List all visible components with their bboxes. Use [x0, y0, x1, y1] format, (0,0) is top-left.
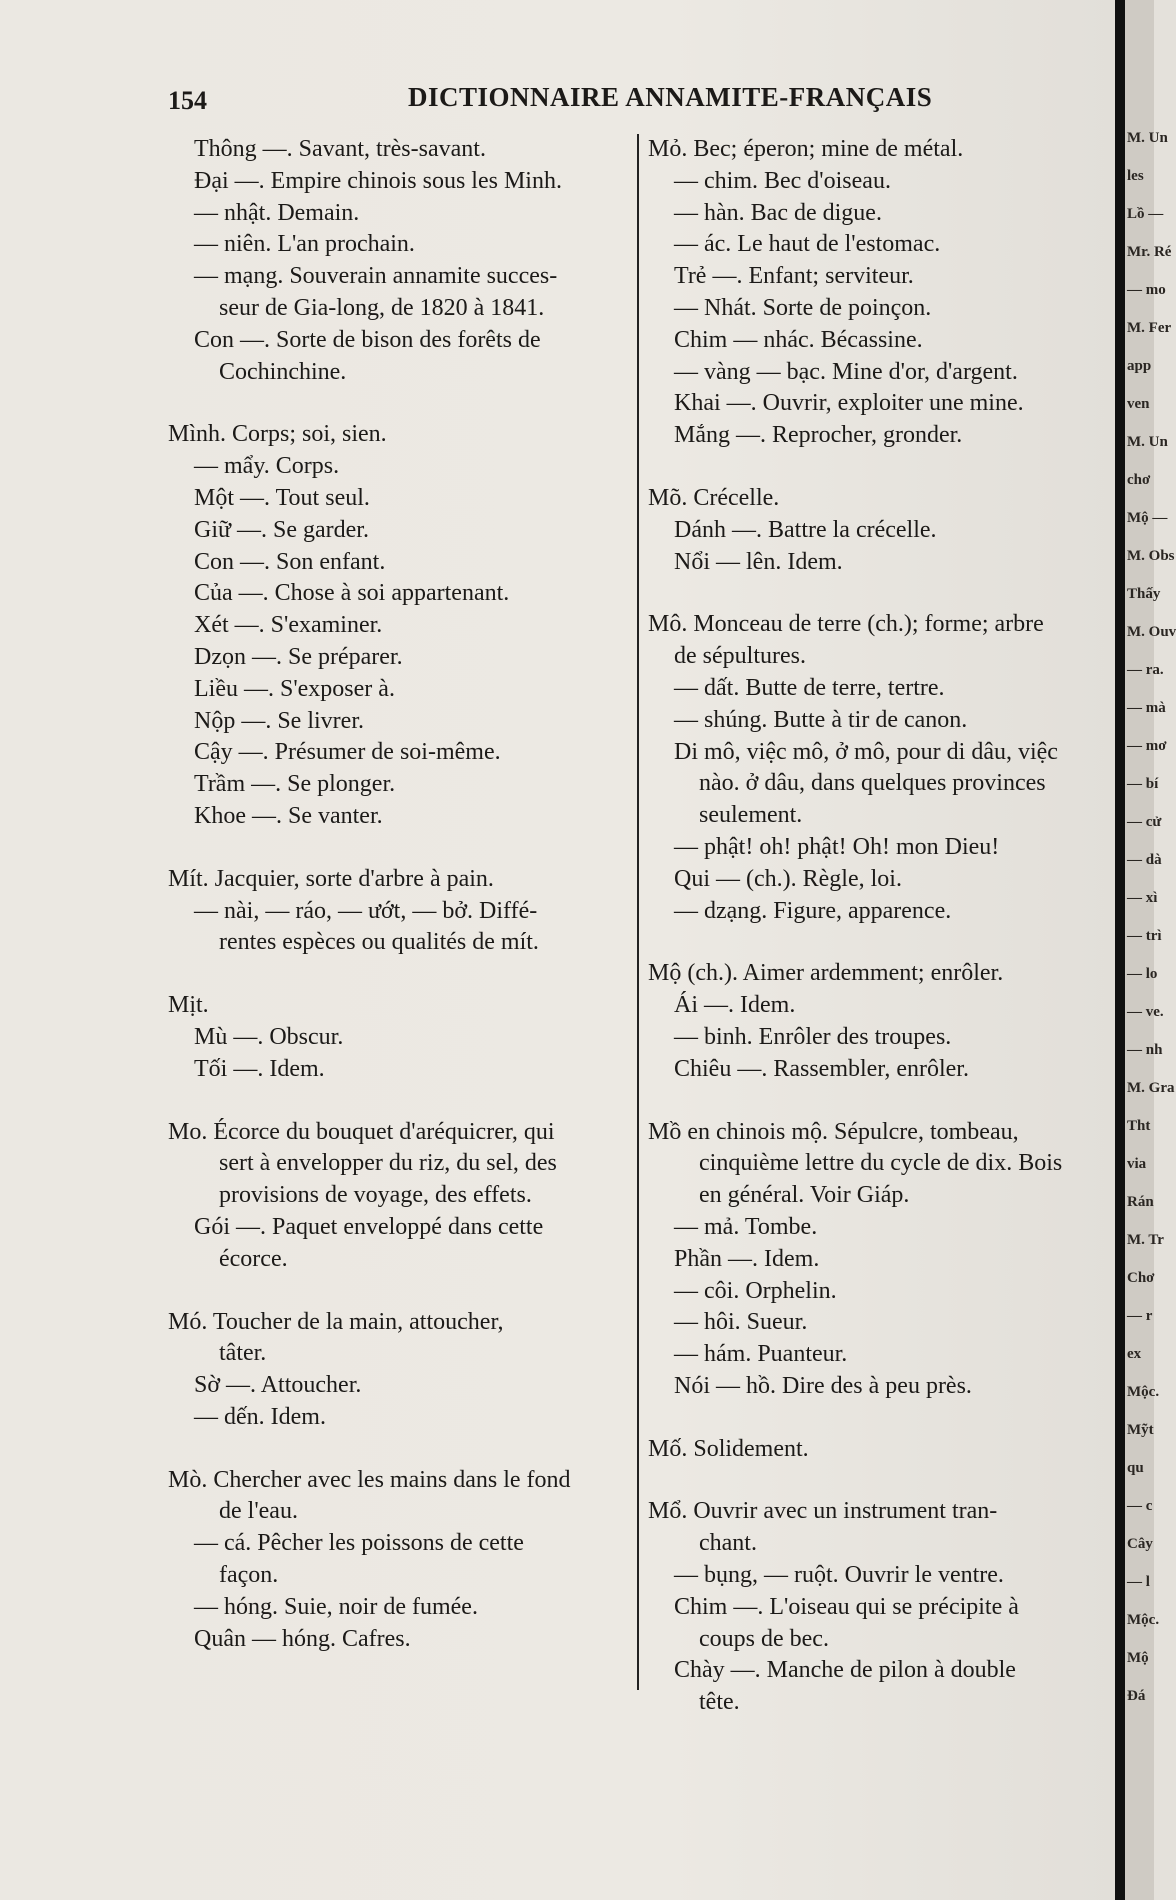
running-title: DICTIONNAIRE ANNAMITE-FRANÇAIS	[408, 82, 933, 112]
next-page-fragment: Mộc.	[1127, 1612, 1160, 1628]
entry-line: Chim —. L'oiseau qui se précipite à	[674, 1593, 1019, 1620]
entry-line: sert à envelopper du riz, du sel, des	[219, 1150, 557, 1177]
entry-line: Khai —. Ouvrir, exploiter une mine.	[674, 390, 1024, 417]
entry-line: Liều —. S'exposer à.	[194, 675, 395, 702]
entry-line: Giữ —. Se garder.	[194, 516, 369, 543]
entry-line: provisions de voyage, des effets.	[219, 1182, 532, 1209]
entry-line: — dến. Idem.	[194, 1403, 326, 1430]
next-page-fragment: Mộ	[1127, 1650, 1149, 1666]
entry-headword-line: Mó. Toucher de la main, attoucher,	[168, 1308, 504, 1335]
next-page-fragment: — trì	[1127, 928, 1162, 944]
entry-line: tâter.	[219, 1340, 267, 1367]
entry-headword-line: Mo. Écorce du bouquet d'aréquicrer, qui	[168, 1118, 555, 1145]
entry-line: Qui — (ch.). Règle, loi.	[674, 865, 902, 892]
next-page-fragment: — c	[1127, 1498, 1153, 1514]
next-page-fragment: M. Un	[1127, 130, 1168, 146]
entry-line: Chim — nhác. Bécassine.	[674, 326, 923, 353]
entry-line: Cậy —. Présumer de soi-même.	[194, 739, 501, 766]
entry-headword-line: Mít. Jacquier, sorte d'arbre à pain.	[168, 865, 494, 892]
dictionary-entry	[648, 609, 1108, 927]
next-page-fragment: app	[1127, 358, 1152, 374]
next-page-fragment: chơ	[1127, 472, 1151, 488]
entry-headword-line: Mố. Solidement.	[648, 1435, 809, 1462]
next-page-fragment: via	[1127, 1156, 1147, 1172]
next-page-fragment: — cử	[1127, 814, 1162, 830]
entry-line: Con —. Sorte de bison des forêts de	[194, 326, 541, 353]
entry-headword-line: Mổ. Ouvrir avec un instrument tran-	[648, 1498, 998, 1525]
entry-line: Thông —. Savant, très-savant.	[194, 136, 486, 162]
next-page-fragment: — mo	[1127, 282, 1166, 298]
entry-line: — bụng, — ruột. Ouvrir le ventre.	[674, 1562, 1004, 1589]
entry-line: seur de Gia-long, de 1820 à 1841.	[219, 294, 545, 321]
entry-headword-line: Mình. Corps; soi, sien.	[168, 421, 387, 448]
entry-line: Chiêu —. Rassembler, enrôler.	[674, 1055, 969, 1082]
entry-line: Gói —. Paquet enveloppé dans cette	[194, 1213, 544, 1240]
next-page-fragment: — l	[1127, 1574, 1150, 1590]
entry-line: nào. ở dâu, dans quelques provinces	[699, 770, 1046, 797]
next-page-fragment: — lo	[1127, 966, 1158, 982]
column-divider	[637, 134, 639, 1690]
entry-line: Con —. Son enfant.	[194, 548, 386, 575]
entry-line: chant.	[699, 1530, 757, 1557]
next-page-fragment: M. Ouv	[1127, 624, 1176, 640]
entry-line: de l'eau.	[219, 1498, 298, 1525]
entry-line: Phần —. Idem.	[674, 1245, 820, 1272]
entry-line: rentes espèces ou qualités de mít.	[219, 929, 539, 956]
entry-line: — ác. Le haut de l'estomac.	[674, 231, 941, 258]
next-page-fragment: — r	[1127, 1308, 1153, 1324]
next-page-fragment: M. Un	[1127, 434, 1168, 450]
next-page-fragment: M. Gra	[1127, 1080, 1175, 1096]
next-page-fragment: Rán	[1127, 1194, 1154, 1210]
entry-line: — nhật. Demain.	[194, 199, 360, 226]
entry-headword-line: Mồ en chinois mộ. Sépulcre, tombeau,	[648, 1118, 1019, 1145]
entry-line: — hàn. Bac de digue.	[674, 199, 882, 226]
entry-line: — nài, — ráo, — ướt, — bở. Diffé-	[194, 897, 538, 924]
next-page-fragment: Mộc.	[1127, 1384, 1160, 1400]
next-page-edge	[1125, 0, 1176, 1900]
entry-line: de sépultures.	[674, 643, 806, 670]
entry-line: Cochinchine.	[219, 358, 347, 385]
next-page-fragment: — nh	[1127, 1042, 1163, 1058]
dictionary-entry	[648, 1117, 1108, 1403]
next-page-fragment: M. Fer	[1127, 320, 1172, 336]
entry-line: façon.	[219, 1562, 279, 1589]
next-page-fragment: les	[1127, 168, 1144, 184]
next-page-fragment: M. Tr	[1127, 1232, 1164, 1248]
entry-line: — mẩy. Corps.	[194, 453, 340, 480]
entry-line: Của —. Chose à soi appartenant.	[194, 580, 510, 607]
entry-line: Tối —. Idem.	[194, 1055, 325, 1082]
entry-line: cinquième lettre du cycle de dix. Bois	[699, 1150, 1063, 1177]
next-page-fragment: Mộ —	[1127, 510, 1168, 526]
dictionary-entry	[648, 958, 1108, 1085]
dictionary-entry	[168, 990, 633, 1085]
entry-line: — hôi. Sueur.	[674, 1309, 808, 1336]
entry-line: — mạng. Souverain annamite succes-	[194, 263, 558, 290]
entry-line: Xét —. S'examiner.	[194, 612, 383, 639]
entry-line: Chày —. Manche de pilon à double	[674, 1657, 1016, 1684]
dictionary-entry	[168, 419, 633, 832]
entry-line: Dzọn —. Se préparer.	[194, 643, 403, 670]
dictionary-entry	[168, 134, 633, 388]
entry-headword-line: Mõ. Crécelle.	[648, 484, 780, 511]
next-page-fragment: M. Obs	[1127, 548, 1175, 564]
next-page-fragment: Lồ —	[1127, 206, 1164, 222]
entry-line: — Nhát. Sorte de poinçon.	[674, 294, 932, 321]
entry-line: — cá. Pêcher les poissons de cette	[194, 1530, 524, 1557]
entry-line: Mắng —. Reprocher, gronder.	[674, 422, 963, 449]
entry-line: — mả. Tombe.	[674, 1213, 818, 1240]
entry-line: Khoe —. Se vanter.	[194, 802, 383, 829]
next-page-fragment: Mỹt	[1127, 1422, 1154, 1438]
entry-line: Nộp —. Se livrer.	[194, 707, 364, 734]
entry-line: — phật! oh! phật! Oh! mon Dieu!	[674, 833, 1000, 860]
entry-line: Trẻ —. Enfant; serviteur.	[674, 263, 914, 290]
entry-line: Mù —. Obscur.	[194, 1023, 344, 1050]
entry-line: — binh. Enrôler des troupes.	[674, 1023, 952, 1050]
book-gutter	[1115, 0, 1125, 1900]
entry-line: écorce.	[219, 1245, 288, 1272]
entry-line: Quân — hóng. Cafres.	[194, 1625, 411, 1652]
next-page-fragment: — dà	[1127, 852, 1162, 868]
entry-line: Nổi — lên. Idem.	[674, 548, 843, 575]
next-page-fragment: — mà	[1127, 700, 1166, 716]
entry-line: tête.	[699, 1689, 740, 1716]
entry-line: en général. Voir Giáp.	[699, 1182, 910, 1209]
next-page-fragment: Tht	[1127, 1118, 1151, 1134]
next-page-fragment: — bí	[1127, 776, 1159, 792]
next-page-fragment: Mr. Ré	[1127, 244, 1172, 260]
entry-line: Đại —. Empire chinois sous les Minh.	[194, 167, 562, 194]
entry-line: Dánh —. Battre la crécelle.	[674, 516, 937, 543]
entry-line: Một —. Tout seul.	[194, 484, 370, 511]
dictionary-entry	[648, 134, 1108, 452]
dictionary-entry	[648, 1496, 1108, 1719]
entry-line: Ái —. Idem.	[674, 992, 796, 1019]
dictionary-entry	[168, 1307, 633, 1434]
next-page-fragment: Đá	[1127, 1688, 1146, 1704]
next-page-fragment: qu	[1127, 1460, 1144, 1476]
next-page-fragment: — xì	[1127, 890, 1158, 906]
entry-line: — dzạng. Figure, apparence.	[674, 897, 952, 924]
dictionary-entry	[168, 864, 633, 959]
entry-line: Di mô, việc mô, ở mô, pour di dâu, việc	[674, 738, 1058, 765]
right-column	[648, 134, 1108, 1750]
dictionary-entry	[648, 1434, 1108, 1466]
entry-line: seulement.	[699, 802, 803, 829]
entry-headword-line: Mô. Monceau de terre (ch.); forme; arbre	[648, 611, 1044, 638]
entry-line: Trầm —. Se plonger.	[194, 771, 396, 798]
next-page-fragment: Chơ	[1127, 1270, 1155, 1286]
next-page-fragment: ven	[1127, 396, 1150, 412]
entry-line: — dất. Butte de terre, tertre.	[674, 674, 945, 701]
dictionary-entry	[168, 1117, 633, 1276]
next-page-fragment: — ra.	[1127, 662, 1164, 678]
entry-headword-line: Mò. Chercher avec les mains dans le fond	[168, 1466, 571, 1493]
entry-headword-line: Mịt.	[168, 992, 209, 1019]
next-page-fragment: Thấy	[1127, 586, 1161, 602]
entry-line: Nói — hồ. Dire des à peu près.	[674, 1372, 972, 1399]
entry-line: Sờ —. Attoucher.	[194, 1372, 362, 1399]
entry-line: — chim. Bec d'oiseau.	[674, 167, 891, 194]
entry-line: coups de bec.	[699, 1625, 829, 1652]
entry-line: — hám. Puanteur.	[674, 1341, 848, 1368]
next-page-fragment: — mơ	[1127, 738, 1167, 754]
entry-line: — hóng. Suie, noir de fumée.	[194, 1593, 478, 1620]
entry-line: — niên. L'an prochain.	[194, 231, 415, 258]
next-page-fragment: — ve.	[1127, 1004, 1164, 1020]
next-page-fragment: ex	[1127, 1346, 1142, 1362]
left-column	[168, 134, 633, 1686]
entry-headword-line: Mỏ. Bec; éperon; mine de métal.	[648, 136, 964, 162]
dictionary-entry	[168, 1465, 633, 1656]
next-page-fragment: Cây	[1127, 1536, 1153, 1552]
entry-line: — vàng — bạc. Mine d'or, d'argent.	[674, 358, 1018, 385]
dictionary-entry	[648, 483, 1108, 578]
entry-line: — shúng. Butte à tir de canon.	[674, 706, 968, 733]
page-number: 154	[168, 86, 207, 115]
entry-headword-line: Mộ (ch.). Aimer ardemment; enrôler.	[648, 960, 1004, 987]
entry-line: — côi. Orphelin.	[674, 1277, 837, 1304]
